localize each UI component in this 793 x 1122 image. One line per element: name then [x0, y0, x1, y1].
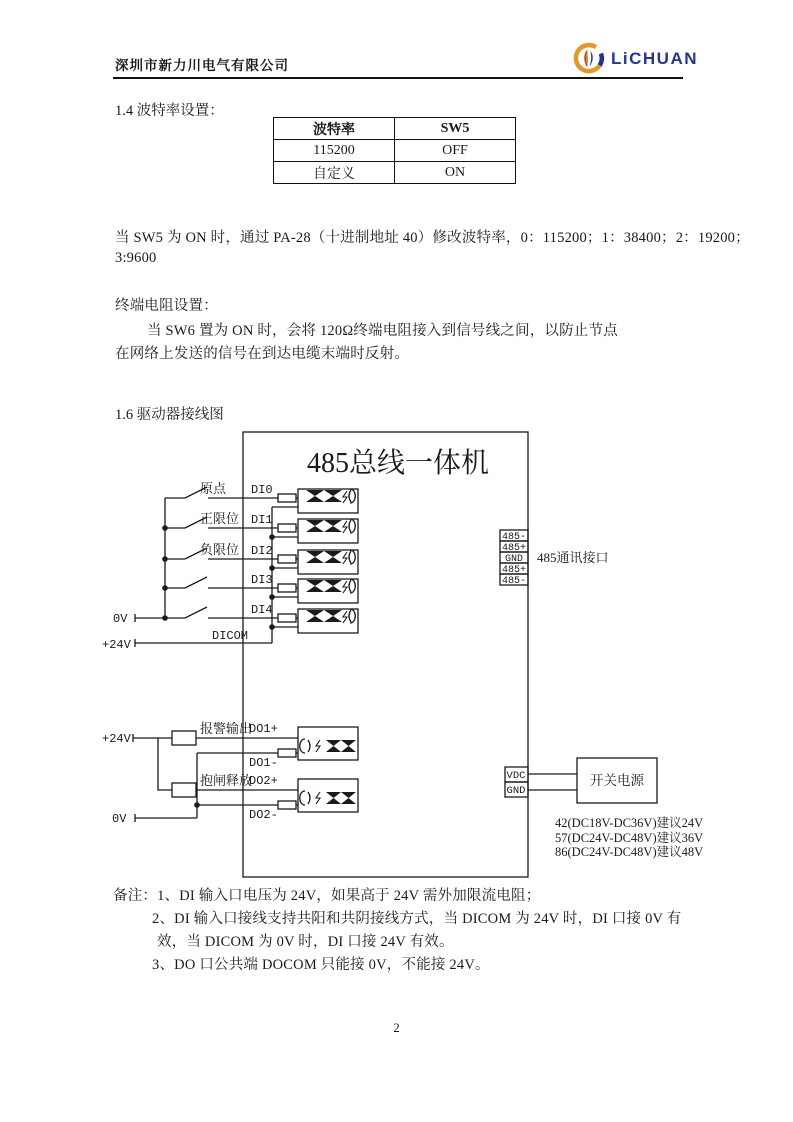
comm-terminal-block: [500, 530, 609, 587]
remark-line: 3、DO 口公共端 DOCOM 只能接 0V，不能接 24V。: [152, 957, 490, 973]
power-note: 42(DC18V-DC36V)建议24V: [555, 816, 704, 830]
baud-table: [273, 117, 516, 184]
di-pin-label: DI4: [251, 603, 273, 617]
table-row: [274, 140, 516, 162]
do-pin-label: DO1-: [249, 756, 278, 770]
power-terminal-label: VDC: [506, 770, 526, 782]
remark-line: 备注：1、DI 输入口电压为 24V，如果高于 24V 需外加限流电阻；: [113, 888, 541, 904]
power-section: [505, 758, 703, 859]
do-pin-label: DO2+: [249, 774, 278, 788]
baud-paragraph-line1: 当 SW5 为 ON 时，通过 PA-28（十进制地址 40）修改波特率，0：115200；1：38400；2：19200；: [115, 230, 750, 246]
terminal-resistor-line2: 在网络上发送的信号在到达电缆末端时反射。: [115, 346, 409, 362]
di-optocouplers: [298, 489, 358, 633]
di-pin-label: DI1: [251, 513, 273, 527]
baud-paragraph-line2: 3:9600: [115, 250, 157, 266]
do-pin-label: DO2-: [249, 808, 278, 822]
junction-dots: [194, 802, 200, 808]
do-labels: [102, 721, 278, 826]
optocoupler-icon: [298, 779, 358, 812]
terminal-resistor-heading: 终端电阻设置：: [115, 298, 218, 314]
section-heading-baud: 1.4 波特率设置：: [115, 103, 224, 119]
baud-value-cell: 115200: [274, 140, 395, 162]
dicom-pin-label: DICOM: [212, 629, 249, 643]
remark-line: 2、DI 输入口接线支持共阳和共阴接线方式，当 DICOM 为 24V 时，DI 口接 0V 有: [152, 911, 682, 927]
optocoupler-icon: [298, 489, 358, 513]
baud-table-header-cell: SW5: [395, 118, 516, 140]
drive-box: [243, 432, 528, 877]
optocoupler-icon: [298, 550, 358, 574]
optocoupler-icon: [298, 727, 358, 760]
brand-logo-icon: [572, 42, 606, 76]
power-note: 86(DC24V-DC48V)建议48V: [555, 845, 704, 859]
baud-table-header-row: [274, 118, 516, 140]
section-heading-wiring: 1.6 驱动器接线图: [115, 407, 224, 423]
power-supply-label: 开关电源: [590, 773, 644, 788]
do-optocouplers: [298, 727, 358, 812]
comm-port-label: 485通讯接口: [537, 550, 609, 565]
di-24v-label: +24V: [102, 638, 131, 652]
sw5-state-cell: OFF: [395, 140, 516, 162]
di-switch-label: 负限位: [200, 542, 240, 557]
drive-box-title: 485总线一体机: [306, 448, 490, 479]
power-terminal-label: GND: [506, 785, 526, 797]
do-function-label: 抱闸释放: [200, 773, 253, 788]
do-pin-label: DO1+: [249, 722, 278, 736]
brand-logo-text: LiCHUAN: [611, 49, 698, 68]
page-number: 2: [393, 1020, 400, 1035]
di-pin-label: DI0: [251, 483, 273, 497]
do-24v-label: +24V: [102, 732, 131, 746]
optocoupler-icon: [298, 579, 358, 603]
di-labels: [102, 481, 273, 652]
do-0v-label: 0V: [112, 812, 127, 826]
di-pin-label: DI3: [251, 573, 273, 587]
comm-terminal-label: 485+: [501, 543, 527, 554]
brand-logo: [572, 42, 698, 76]
di-pin-label: DI2: [251, 544, 273, 558]
header-divider: [113, 77, 683, 79]
di-0v-label: 0V: [113, 612, 128, 626]
di-switch-label: 原点: [200, 481, 227, 496]
power-note: 57(DC24V-DC48V)建议36V: [555, 831, 704, 845]
terminal-resistor-line1: 当 SW6 置为 ON 时，会将 120Ω终端电阻接入到信号线之间，以防止节点: [147, 323, 618, 339]
do-function-label: 报警输出: [200, 721, 253, 736]
optocoupler-icon: [298, 519, 358, 543]
wiring-diagram: [100, 428, 720, 883]
comm-terminal-label: 485-: [501, 576, 527, 587]
remark-line: 效，当 DICOM 为 0V 时，DI 口接 24V 有效。: [157, 934, 454, 950]
baud-table-header-cell: 波特率: [274, 118, 395, 140]
table-row: [274, 162, 516, 184]
comm-terminal-label: GND: [504, 554, 524, 565]
di-switch-label: 正限位: [200, 511, 240, 526]
company-name: 深圳市新力川电气有限公司: [115, 58, 289, 73]
optocoupler-icon: [298, 609, 358, 633]
baud-value-cell: 自定义: [274, 162, 395, 184]
comm-terminal-label: 485-: [501, 532, 527, 543]
sw5-state-cell: ON: [395, 162, 516, 184]
comm-terminal-label: 485+: [501, 565, 527, 576]
